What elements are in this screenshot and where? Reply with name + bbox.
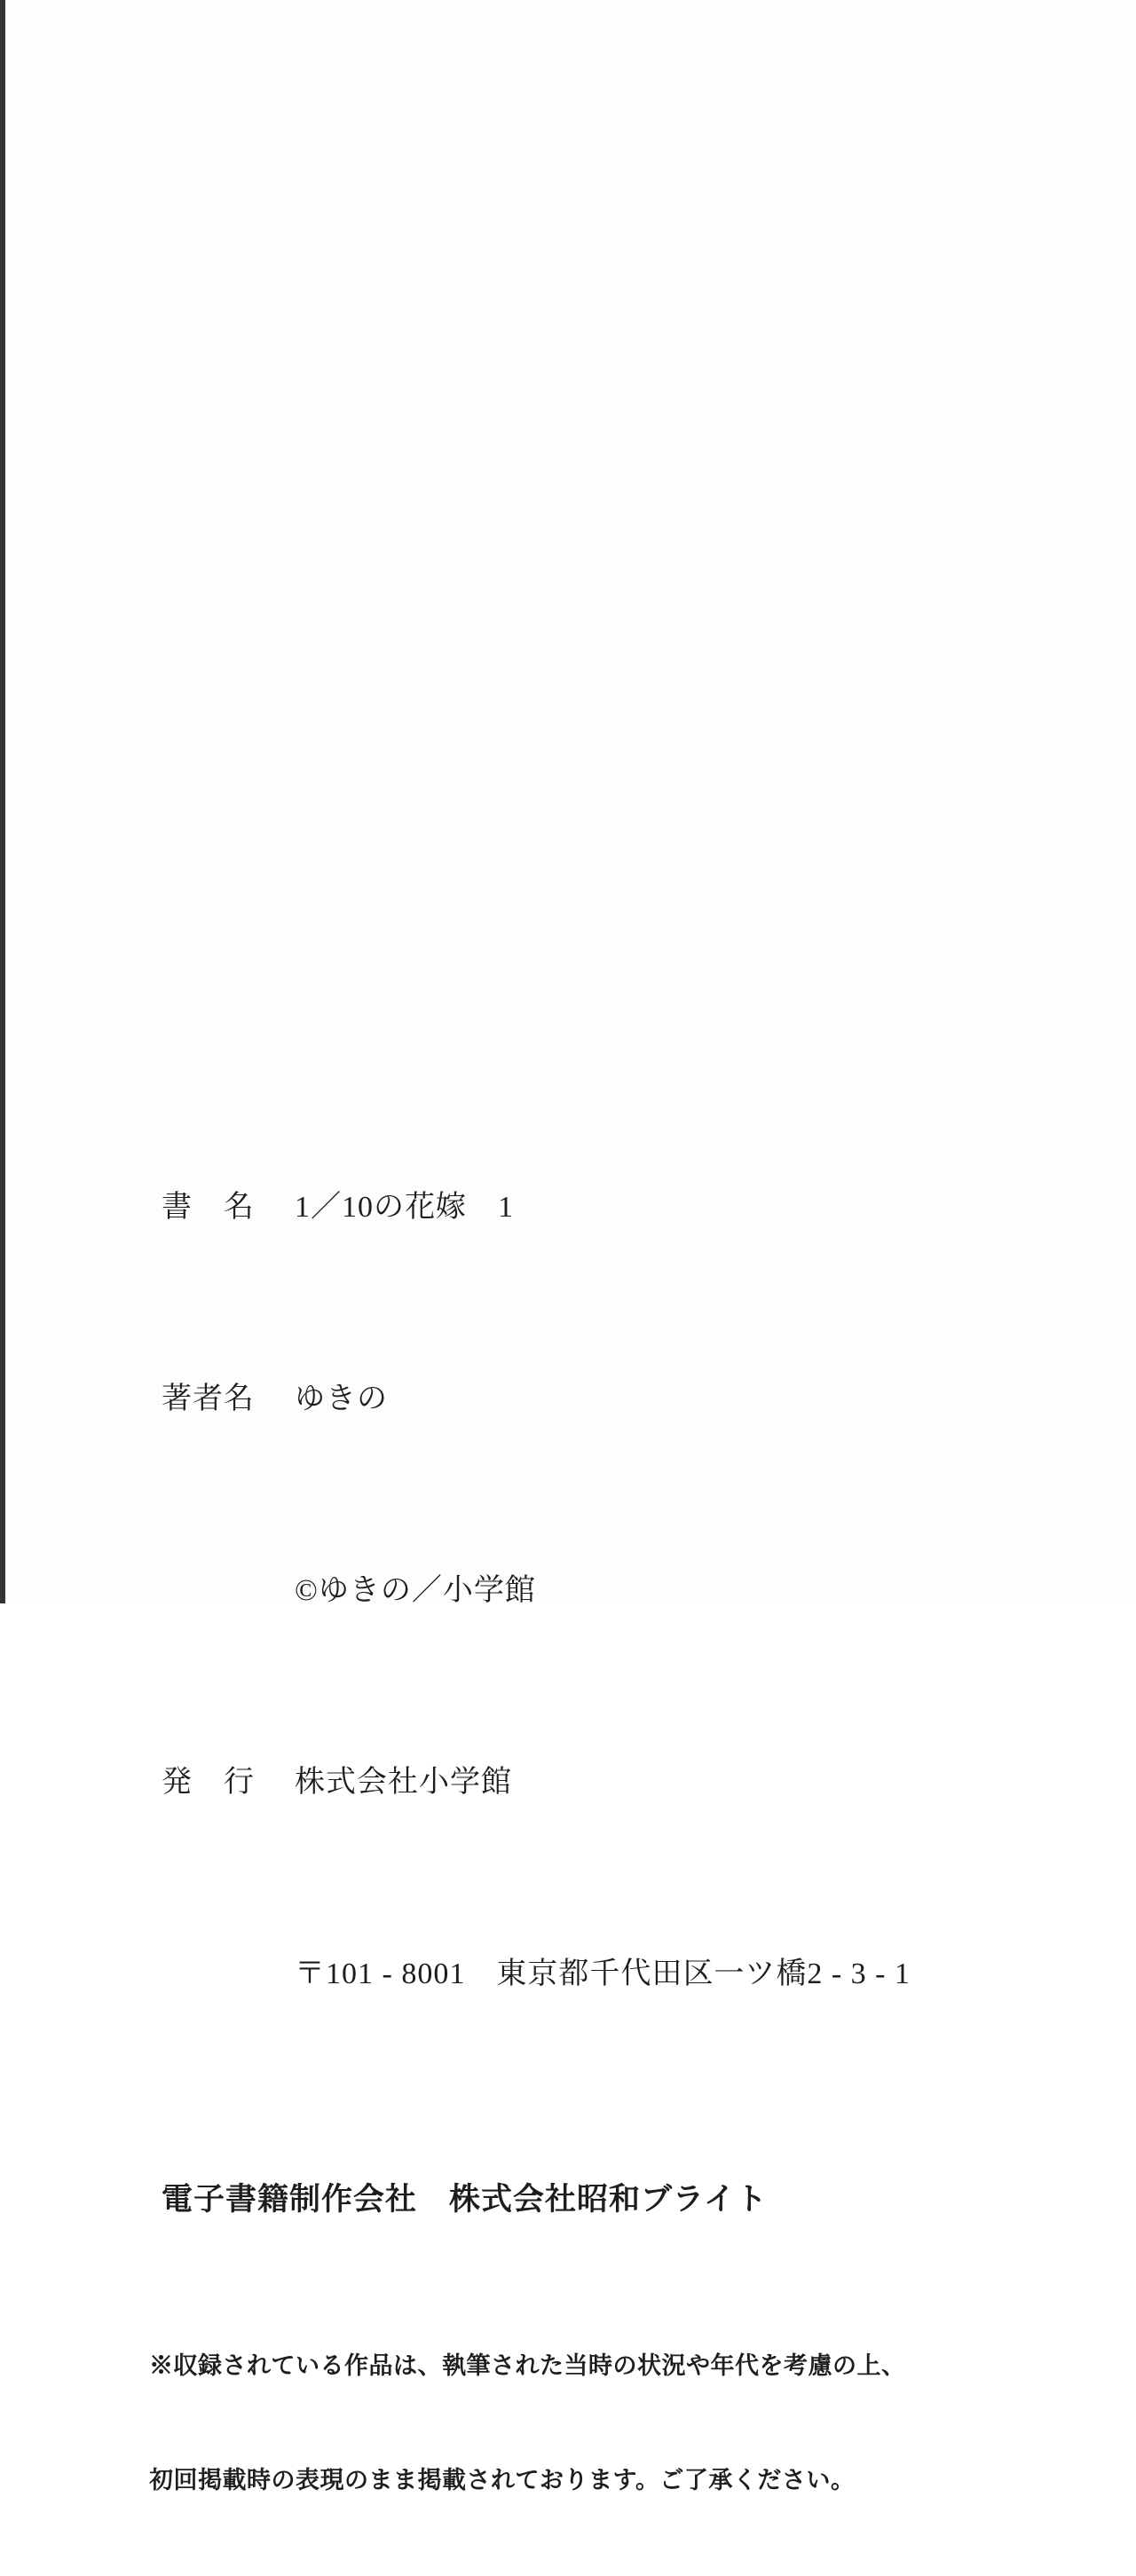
- author-value: ゆきの: [295, 1383, 388, 1415]
- publisher-row: [162, 1759, 911, 1807]
- publisher-address-row: [162, 1950, 911, 1998]
- book-title-value: 1／10の花嫁 1: [295, 1191, 514, 1224]
- left-edge-strip: [0, 0, 5, 1603]
- ebook-producer-line: 電子書籍制作会社 株式会社昭和ブライト: [162, 2182, 768, 2217]
- disclaimer-line-1: ※収録されている作品は、執筆された当時の状況や年代を考慮の上、: [149, 2352, 906, 2379]
- author-label: 著者名: [162, 1383, 255, 1415]
- publisher-address-value: 〒101 - 8001 東京都千代田区一ツ橋2 - 3 - 1: [295, 1958, 911, 1990]
- disclaimer-line-2: 初回掲載時の表現のまま掲載されております。ご了承ください。: [149, 2467, 856, 2493]
- copyright-row: [162, 1567, 911, 1615]
- colophon-block: [149, 1040, 911, 2576]
- copyright-value: ©ゆきの／小学館: [295, 1574, 536, 1607]
- publisher-value: 株式会社小学館: [295, 1766, 512, 1799]
- book-title-label: 書 名: [162, 1191, 255, 1224]
- publisher-label: 発 行: [162, 1766, 255, 1799]
- book-info-list: [162, 1040, 911, 2142]
- author-row: [162, 1375, 911, 1423]
- book-title-row: [162, 1184, 911, 1232]
- disclaimer-note: [149, 2271, 911, 2576]
